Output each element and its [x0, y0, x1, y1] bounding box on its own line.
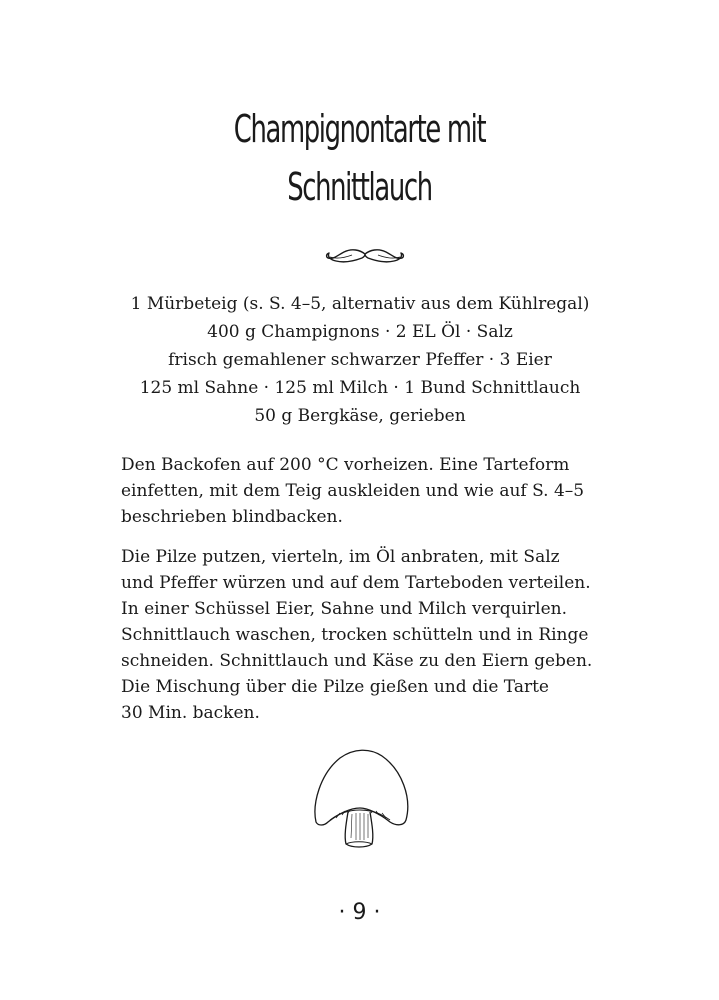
recipe-title	[115, 100, 604, 216]
page-number: · 9 ·	[338, 900, 381, 925]
instruction-paragraph-2	[121, 544, 641, 726]
ingredient-line: 400 g Champignons · 2 EL Öl · Salz	[207, 322, 513, 342]
ingredient-line: frisch gemahlener schwarzer Pfeffer · 3 Eier	[168, 350, 552, 370]
text-line: Schnittlauch waschen, trocken schütteln und in Ringe	[121, 625, 589, 645]
instruction-paragraph-1	[121, 452, 641, 530]
ingredient-line: 50 g Bergkäse, gerieben	[254, 406, 466, 426]
text-line: In einer Schüssel Eier, Sahne und Milch verquirlen.	[121, 599, 568, 619]
text-line: beschrieben blindbacken.	[121, 507, 343, 527]
instructions	[121, 452, 641, 740]
ingredient-list	[60, 290, 660, 430]
text-line: schneiden. Schnittlauch und Käse zu den Eiern geben.	[121, 651, 593, 671]
text-line: einfetten, mit dem Teig auskleiden und wie auf S. 4–5	[121, 481, 585, 501]
text-line: Den Backofen auf 200 °C vorheizen. Eine Tarteform	[121, 455, 570, 475]
text-line: 30 Min. backen.	[121, 703, 260, 723]
mustache-ornament-icon	[324, 244, 406, 272]
ingredient-line: 125 ml Sahne · 125 ml Milch · 1 Bund Schnittlauch	[139, 378, 581, 398]
ingredient-line: 1 Mürbeteig (s. S. 4–5, alternativ aus dem Kühlregal)	[130, 294, 590, 314]
text-line: Die Pilze putzen, vierteln, im Öl anbraten, mit Salz	[121, 547, 560, 567]
text-line: Die Mischung über die Pilze gießen und die Tarte	[121, 677, 549, 697]
recipe-title-line-2: Schnittlauch	[287, 165, 432, 209]
mushroom-icon	[306, 742, 416, 852]
recipe-title-line-1: Champignontarte mit	[233, 107, 486, 151]
text-line: und Pfeffer würzen und auf dem Tarteboden verteilen.	[121, 573, 591, 593]
